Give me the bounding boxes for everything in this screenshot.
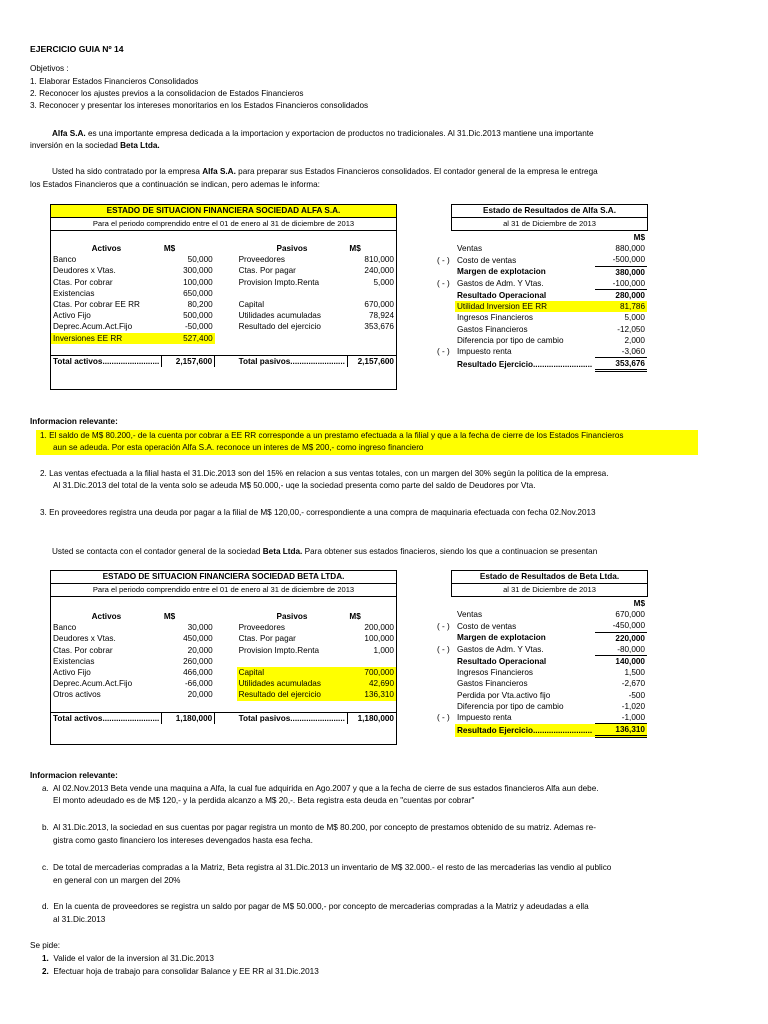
info1-label: Informacion relevante: [30, 417, 118, 426]
table-row: Activo Fijo 500,000 Utilidades acumuladas 78,924 [53, 311, 394, 321]
alfa-bs-period: Para el periodo comprendido entre el 01 de enero al 31 de diciembre de 2013 [51, 218, 396, 231]
intro-paragraph-2-line2: los Estados Financieros que a continuación se indican, pero ademas le informa: [30, 180, 320, 189]
info1-item-1: 1. El saldo de M$ 80.200,- de la cuenta por cobrar a EE RR corresponde a un prestamo efectuada a la filial y que a la fecha de cierre de los Estados Financieros [40, 431, 624, 440]
table-row: Ctas. Por cobrar 20,000 Provision Impto.Renta 1,000 [53, 645, 394, 655]
table-row: Banco 50,000 Proveedores 810,000 [53, 255, 394, 265]
beta-bs-title: ESTADO DE SITUACION FINANCIERA SOCIEDAD BETA LTDA. [51, 571, 396, 584]
table-row: Existencias 260,000 [53, 656, 213, 666]
table-row: Otros activos 20,000 Resultado del ejercicio 136,310 [53, 690, 394, 700]
table-row: Resultado Operacional 280,000 [457, 290, 645, 301]
info2-item-c: c. De total de mercaderias compradas a la Matriz, Beta registra al 31.Dic.2013 un inventario de M$ 32.000.- el resto de las mercaderias las vendio al publico [42, 863, 612, 872]
col-ms: M$ [633, 233, 645, 242]
col-ms: M$ [163, 244, 176, 253]
info2-item-d: d. En la cuenta de proveedores se registra un saldo por pagar de M$ 50.000,- por concepto de mercaderias compradas a la Matriz y adeudadas a ella [42, 902, 589, 911]
table-row: Deudores x Vtas. 300,000 Ctas. Por pagar 240,000 [53, 266, 394, 276]
info2-item-c-line2: en general con un margen del 20% [53, 876, 181, 885]
col-ms: M$ [163, 612, 176, 621]
col-pasivos: Pasivos [276, 244, 308, 253]
info1-item-2-line2: Al 31.Dic.2013 del total de la venta solo se adeuda M$ 50.000,- uqe la sociedad presenta como parte del saldo de Deudores por Vta. [53, 481, 536, 490]
info2-item-b: b. Al 31.Dic.2013, la sociedad en sus cuentas por pagar registra un monto de M$ 80.200, por concepto de prestamos obtenido de su matriz. Ademas re- [42, 823, 596, 832]
table-row: Ctas. Por cobrar 100,000 Provision Impto.Renta 5,000 [53, 277, 394, 287]
table-row: Resultado Operacional 140,000 [457, 656, 645, 667]
table-row: Perdida por Vta.activo fijo -500 [457, 690, 645, 700]
beta-er-table [435, 598, 647, 738]
beta-er-period: al 31 de Diciembre de 2013 [503, 585, 596, 594]
table-row: Ingresos Financieros 5,000 [457, 313, 645, 323]
table-row: Banco 30,000 Proveedores 200,000 [53, 623, 394, 633]
table-row: ( - ) Impuesto renta -3,060 [437, 347, 645, 357]
col-activos: Activos [91, 244, 122, 253]
alfa-bs-title: ESTADO DE SITUACION FINANCIERA SOCIEDAD ALFA S.A. [51, 205, 396, 218]
table-row: Gastos Financieros -2,670 [457, 679, 645, 689]
info2-item-a-line2: El monto adeudado es de M$ 120,- y la perdida alcanzo a M$ 20,-. Beta registra esta deuda en "cuentas por cobrar" [53, 796, 475, 805]
table-row: Margen de explotacion 220,000 [457, 633, 645, 643]
beta-bs-totals: Total activos......................... 1,180,000 Total pasivos........................ 1,180,000 [53, 713, 394, 723]
info2-item-a: a. Al 02.Nov.2013 Beta vende una maquina a Alfa, la cual fue adquirida en Ago.2007 y que a la fecha de cierre de sus estados financieros Alfa aun debe. [42, 784, 599, 793]
table-row: Deprec.Acum.Act.Fijo -66,000 Utilidades acumuladas 42,690 [53, 679, 394, 689]
table-row: ( - ) Gastos de Adm. Y Vtas. -100,000 [437, 278, 645, 289]
table-row: Inversiones EE RR 527,400 [53, 333, 213, 343]
page-title: EJERCICIO GUIA Nº 14 [30, 44, 124, 54]
table-row: Ventas 880,000 [457, 244, 645, 254]
table-row: Resultado Ejercicio.......................... 353,676 [435, 358, 647, 371]
col-ms: M$ [349, 244, 361, 253]
intro-paragraph-1: Alfa S.A. es una importante empresa dedicada a la importacion y exportacion de productos no tradicionales. Al 31.Dic.2013 mantiene una importante [52, 129, 594, 138]
table-row: ( - ) Impuesto renta -1,000 [437, 713, 645, 723]
table-row: Existencias 650,000 [53, 288, 213, 298]
beta-intro: Usted se contacta con el contador general de la sociedad Beta Ltda. Para obtener sus estados finacieros, siendo los que a continuacion se presentan [52, 547, 598, 556]
beta-bs-table [51, 611, 396, 724]
beta-bs-header [51, 611, 396, 622]
col-activos: Activos [91, 612, 122, 621]
intro-paragraph-2: Usted ha sido contratado por la empresa Alfa S.A. para preparar sus Estados Financieros consolidados. El contador general de la empresa le entrega [52, 167, 598, 176]
info1-item-3: 3. En proveedores registra una deuda por pagar a la filial de M$ 120,00,- correspondiente a una compra de maquinaria efectuada con fecha 02.Nov.2013 [40, 508, 596, 517]
intro-paragraph-1-line2: inversión en la sociedad Beta Ltda. [30, 141, 160, 150]
objetivo-2: 2. Reconocer los ajustes previos a la consolidacion de Estados Financieros [30, 89, 304, 98]
col-pasivos: Pasivos [276, 612, 308, 621]
alfa-bs-table [51, 243, 396, 367]
info1-item-2: 2. Las ventas efectuada a la filial hasta el 31.Dic.2013 son del 15% en relacion a sus ventas totales, con un margen del 30% según la politica de la empresa. [40, 469, 609, 478]
alfa-bs-header [51, 243, 396, 254]
table-row: Activo Fijo 466,000 Capital 700,000 [53, 668, 394, 678]
table-row: Diferencia por tipo de cambio 2,000 [457, 335, 645, 345]
info1-item-1-line2: aun se adeuda. Por esta operación Alfa S.A. reconoce un interes de M$ 200,- como ingreso financiero [53, 443, 424, 452]
table-row: Gastos Financieros -12,050 [457, 324, 645, 334]
col-ms: M$ [633, 599, 645, 608]
table-row: ( - ) Costo de ventas -500,000 [437, 255, 645, 265]
table-row: Resultado Ejercicio.......................... 136,310 [435, 724, 647, 737]
table-row: Margen de explotacion 380,000 [457, 267, 645, 277]
objetivo-3: 3. Reconocer y presentar los intereses monoritarios en los Estados Financieros consolidados [30, 101, 369, 110]
alfa-er-table [435, 232, 647, 372]
se-pide-item-1: 1. Valide el valor de la inversion al 31.Dic.2013 [42, 954, 214, 963]
se-pide-label: Se pide: [30, 941, 61, 950]
col-ms: M$ [349, 612, 361, 621]
info2-item-d-line2: al 31.Dic.2013 [53, 915, 106, 924]
beta-er-title: Estado de Resultados de Beta Ltda. [452, 571, 647, 584]
table-row: Deudores x Vtas. 450,000 Ctas. Por pagar 100,000 [53, 634, 394, 644]
beta-bs-period: Para el periodo comprendido entre el 01 de enero al 31 de diciembre de 2013 [51, 584, 396, 597]
info2-item-b-line2: gistra como gasto financiero los intereses devengados hasta esa fecha. [53, 836, 313, 845]
table-row: ( - ) Gastos de Adm. Y Vtas. -80,000 [437, 644, 645, 655]
info2-label: Informacion relevante: [30, 771, 118, 780]
table-row: Deprec.Acum.Act.Fijo -50,000 Resultado del ejercicio 353,676 [53, 322, 394, 332]
table-row: Utilidad Inversion EE RR 81,786 [457, 302, 645, 312]
objetivos-label: Objetivos : [30, 64, 69, 73]
table-row: Ingresos Financieros 1,500 [457, 668, 645, 678]
table-row: Diferencia por tipo de cambio -1,020 [457, 701, 645, 711]
table-row: Ventas 670,000 [457, 610, 645, 620]
table-row: Ctas. Por cobrar EE RR 80,200 Capital 670,000 [53, 300, 394, 310]
alfa-bs-totals: Total activos......................... 2,157,600 Total pasivos........................ 2,157,600 [53, 357, 394, 367]
table-row: ( - ) Costo de ventas -450,000 [437, 621, 645, 631]
alfa-er-period: al 31 de Diciembre de 2013 [503, 219, 596, 228]
se-pide-item-2: 2. Efectuar hoja de trabajo para consolidar Balance y EE RR al 31.Dic.2013 [42, 967, 319, 976]
alfa-er-title: Estado de Resultados de Alfa S.A. [452, 205, 647, 218]
objetivo-1: 1. Elaborar Estados Financieros Consolidados [30, 77, 199, 86]
